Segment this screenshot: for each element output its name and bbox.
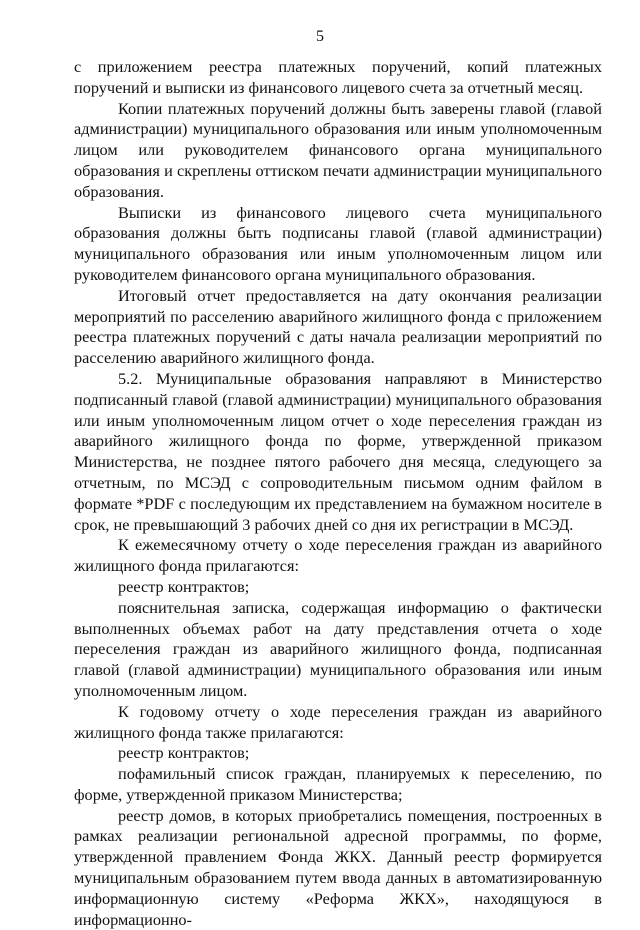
paragraph-4: Итоговый отчет предоставляется на дату окончания реализации мероприятий по расселению аварийного жилищного фонда с приложением реестра платежных поручений с даты начала реализации мероприятий по расселению аварийного жилищного фонда. — [74, 285, 602, 368]
paragraph-5: 5.2. Муниципальные образования направляют в Министерство подписанный главой (главой администрации) муниципального образования или иным уполномоченным лицом отчет о ходе переселения граждан из аварийного жилищного фонда по форме, утвержденной приказом Министерства, не позднее пятого рабочего дня месяца, следующего за отчетным, по МСЭД с сопроводительным письмом одним файлом в формате *PDF с последующим их представлением на бумажном носителе в срок, не превышающий 3 рабочих дней со дня их регистрации в МСЭД. — [74, 368, 602, 534]
list-item-contracts-registry: реестр контрактов; — [118, 576, 250, 596]
list-item-contracts-registry-annual: реестр контрактов; — [118, 743, 250, 763]
paragraph-1: с приложением реестра платежных поручений, копий платежных поручений и выписки из финансового лицевого счета за отчетный месяц. — [74, 57, 602, 97]
list-item-houses-registry: реестр домов, в которых приобретались помещения, построенных в рамках реализации региональной адресной программы, по форме, утвержденной правлением Фонда ЖКХ. Данный реестр формируется муниципальным образованием путем ввода данных в автоматизированную информационную систему «Реформа ЖКХ», находящуюся в информационно- — [74, 805, 602, 929]
paragraph-6: К ежемесячному отчету о ходе переселения граждан из аварийного жилищного фонда прилагаются: — [74, 535, 602, 576]
page-number: 5 — [316, 28, 324, 45]
list-item-citizens-list: пофамильный список граждан, планируемых к переселению, по форме, утвержденной приказом Министерства; — [74, 764, 602, 804]
paragraph-2: Копии платежных поручений должны быть заверены главой (главой администрации) муниципального образования или иным уполномоченным лицом или руководителем финансового органа муниципального образования и скреплены оттиском печати администрации муниципального образования. — [74, 98, 602, 201]
paragraph-9: К годовому отчету о ходе переселения граждан из аварийного жилищного фонда также прилагаются: — [74, 701, 602, 742]
document-body — [74, 57, 602, 930]
list-item-explanatory-note: пояснительная записка, содержащая информацию о фактически выполненных объемах работ на дату представления отчета о ходе переселения граждан из аварийного жилищного фонда, подписанная главой (главой администрации) муниципального образования или иным уполномоченным лицом. — [74, 597, 602, 700]
paragraph-3: Выписки из финансового лицевого счета муниципального образования должны быть подписаны главой (главой администрации) муниципального образования или иным уполномоченным лицом или руководителем финансового органа муниципального образования. — [74, 202, 602, 284]
